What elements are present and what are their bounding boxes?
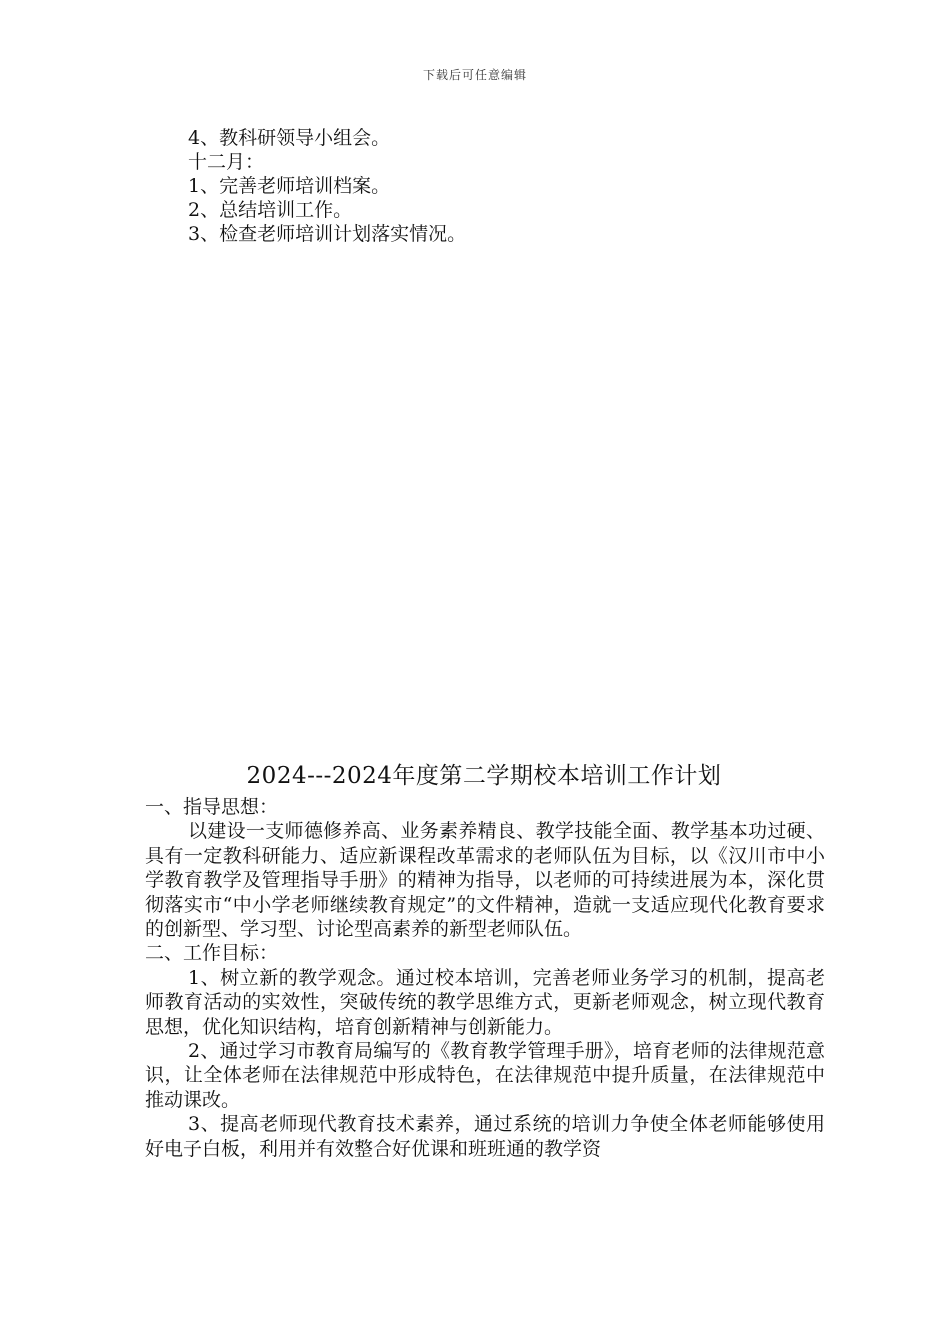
list-item: 4、教科研领导小组会。 xyxy=(188,127,391,149)
paragraph-guiding-ideology: 以建设一支师德修养高、业务素养精良、教学技能全面、教学基本功过硬、具有一定教科研能力、适应新课程改革需求的老师队伍为目标，以《汉川市中小学教育教学及管理指导手册》的精神为指导，以老师的可持续进展为本，深化贯彻落实市“中小学老师继续教育规定”的文件精神，造就一支适应现代化教育要求的创新型、学习型、讨论型高素养的新型老师队伍。 xyxy=(145,820,825,941)
list-item: 2、总结培训工作。 xyxy=(188,199,353,221)
list-item: 1、完善老师培训档案。 xyxy=(188,175,391,197)
page-header-note: 下载后可任意编辑 xyxy=(422,68,527,82)
list-item: 3、检查老师培训计划落实情况。 xyxy=(188,223,467,245)
section-heading-guiding-ideology: 一、指导思想： xyxy=(145,796,279,818)
section-heading-work-goals: 二、工作目标： xyxy=(145,942,279,965)
top-section-list xyxy=(188,126,466,246)
month-heading: 十二月： xyxy=(188,151,265,173)
document-title: 2024---2024年度第二学期校本培训工作计划 xyxy=(246,763,722,789)
paragraph-goal-2: 2、通过学习市教育局编写的《教育教学管理手册》，培育老师的法律规范意识，让全体老师在法律规范中形成特色，在法律规范中提升质量，在法律规范中推动课改。 xyxy=(145,1040,825,1111)
paragraph-goal-3: 3、提高老师现代教育技术素养，通过系统的培训力争使全体老师能够使用好电子白板，利用并有效整合好优课和班班通的教学资 xyxy=(145,1113,825,1160)
paragraph-goal-1: 1、树立新的教学观念。通过校本培训，完善老师业务学习的机制，提高老师教育活动的实效性，突破传统的教学思维方式，更新老师观念，树立现代教育思想，优化知识结构，培育创新精神与创新能力。 xyxy=(145,966,825,1038)
document-body xyxy=(145,795,825,1161)
